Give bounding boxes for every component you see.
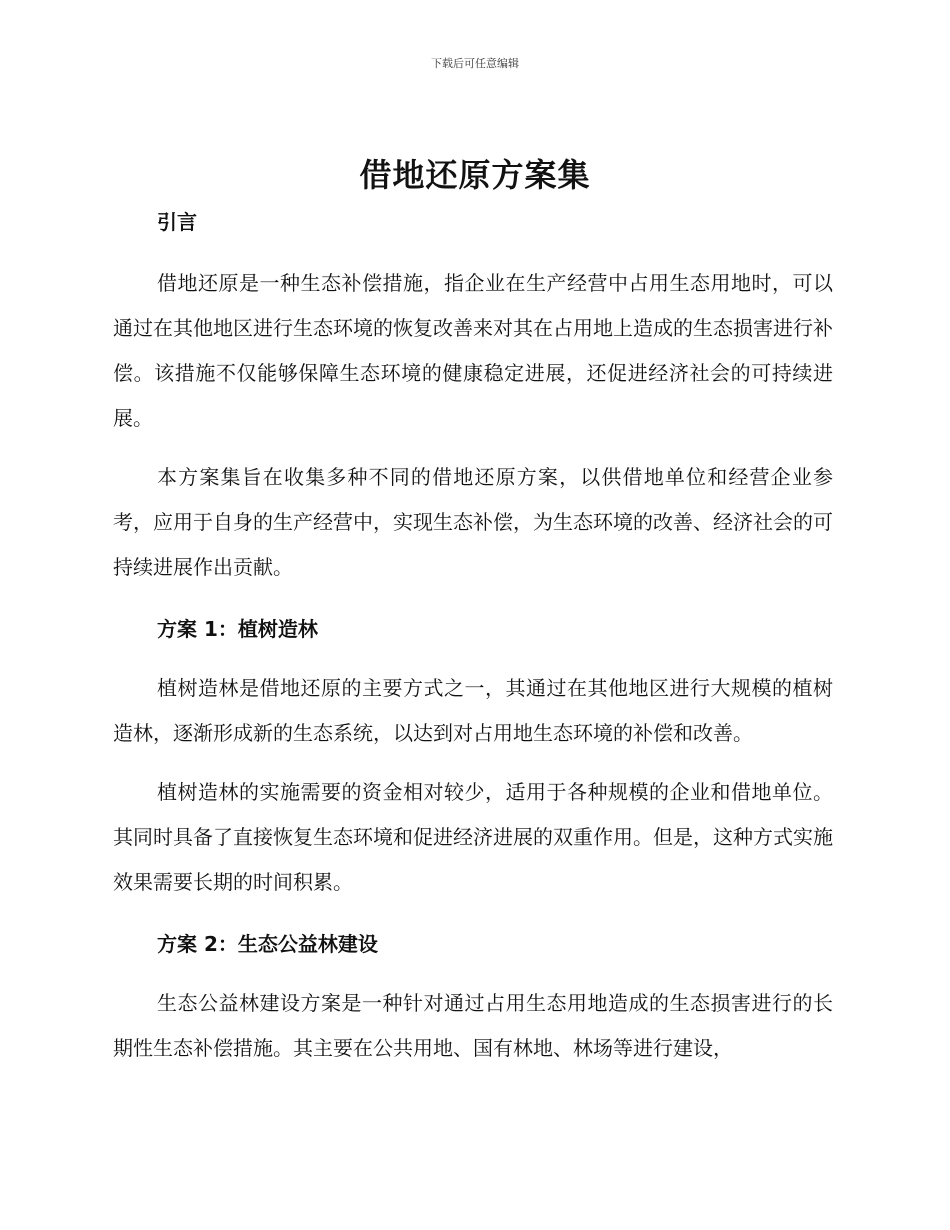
paragraph: 本方案集旨在收集多种不同的借地还原方案，以供借地单位和经营企业参考，应用于自身的生产经营中，实现生态补偿，为生态环境的改善、经济社会的可持续进展作出贡献。 <box>113 465 833 579</box>
header-note: 下载后可任意编辑 <box>431 57 519 70</box>
paragraph: 借地还原是一种生态补偿措施，指企业在生产经营中占用生态用地时，可以通过在其他地区进行生态环境的恢复改善来对其在占用地上造成的生态损害进行补偿。该措施不仅能够保障生态环境的健康稳定进展，还促进经济社会的可持续进展。 <box>113 271 833 430</box>
section-heading-plan-1: 方案 1：植树造林 <box>157 617 318 641</box>
document-body <box>113 205 833 1071</box>
section-heading-plan-2: 方案 2：生态公益林建设 <box>157 932 378 956</box>
document-title: 借地还原方案集 <box>359 156 591 194</box>
paragraph: 植树造林的实施需要的资金相对较少，适用于各种规模的企业和借地单位。其同时具备了直接恢复生态环境和促进经济进展的双重作用。但是，这种方式实施效果需要长期的时间积累。 <box>113 780 833 894</box>
section-heading-intro: 引言 <box>157 210 197 234</box>
paragraph: 生态公益林建设方案是一种针对通过占用生态用地造成的生态损害进行的长期性生态补偿措施。其主要在公共用地、国有林地、林场等进行建设， <box>113 991 833 1060</box>
paragraph: 植树造林是借地还原的主要方式之一，其通过在其他地区进行大规模的植树造林，逐渐形成新的生态系统，以达到对占用地生态环境的补偿和改善。 <box>113 676 833 745</box>
